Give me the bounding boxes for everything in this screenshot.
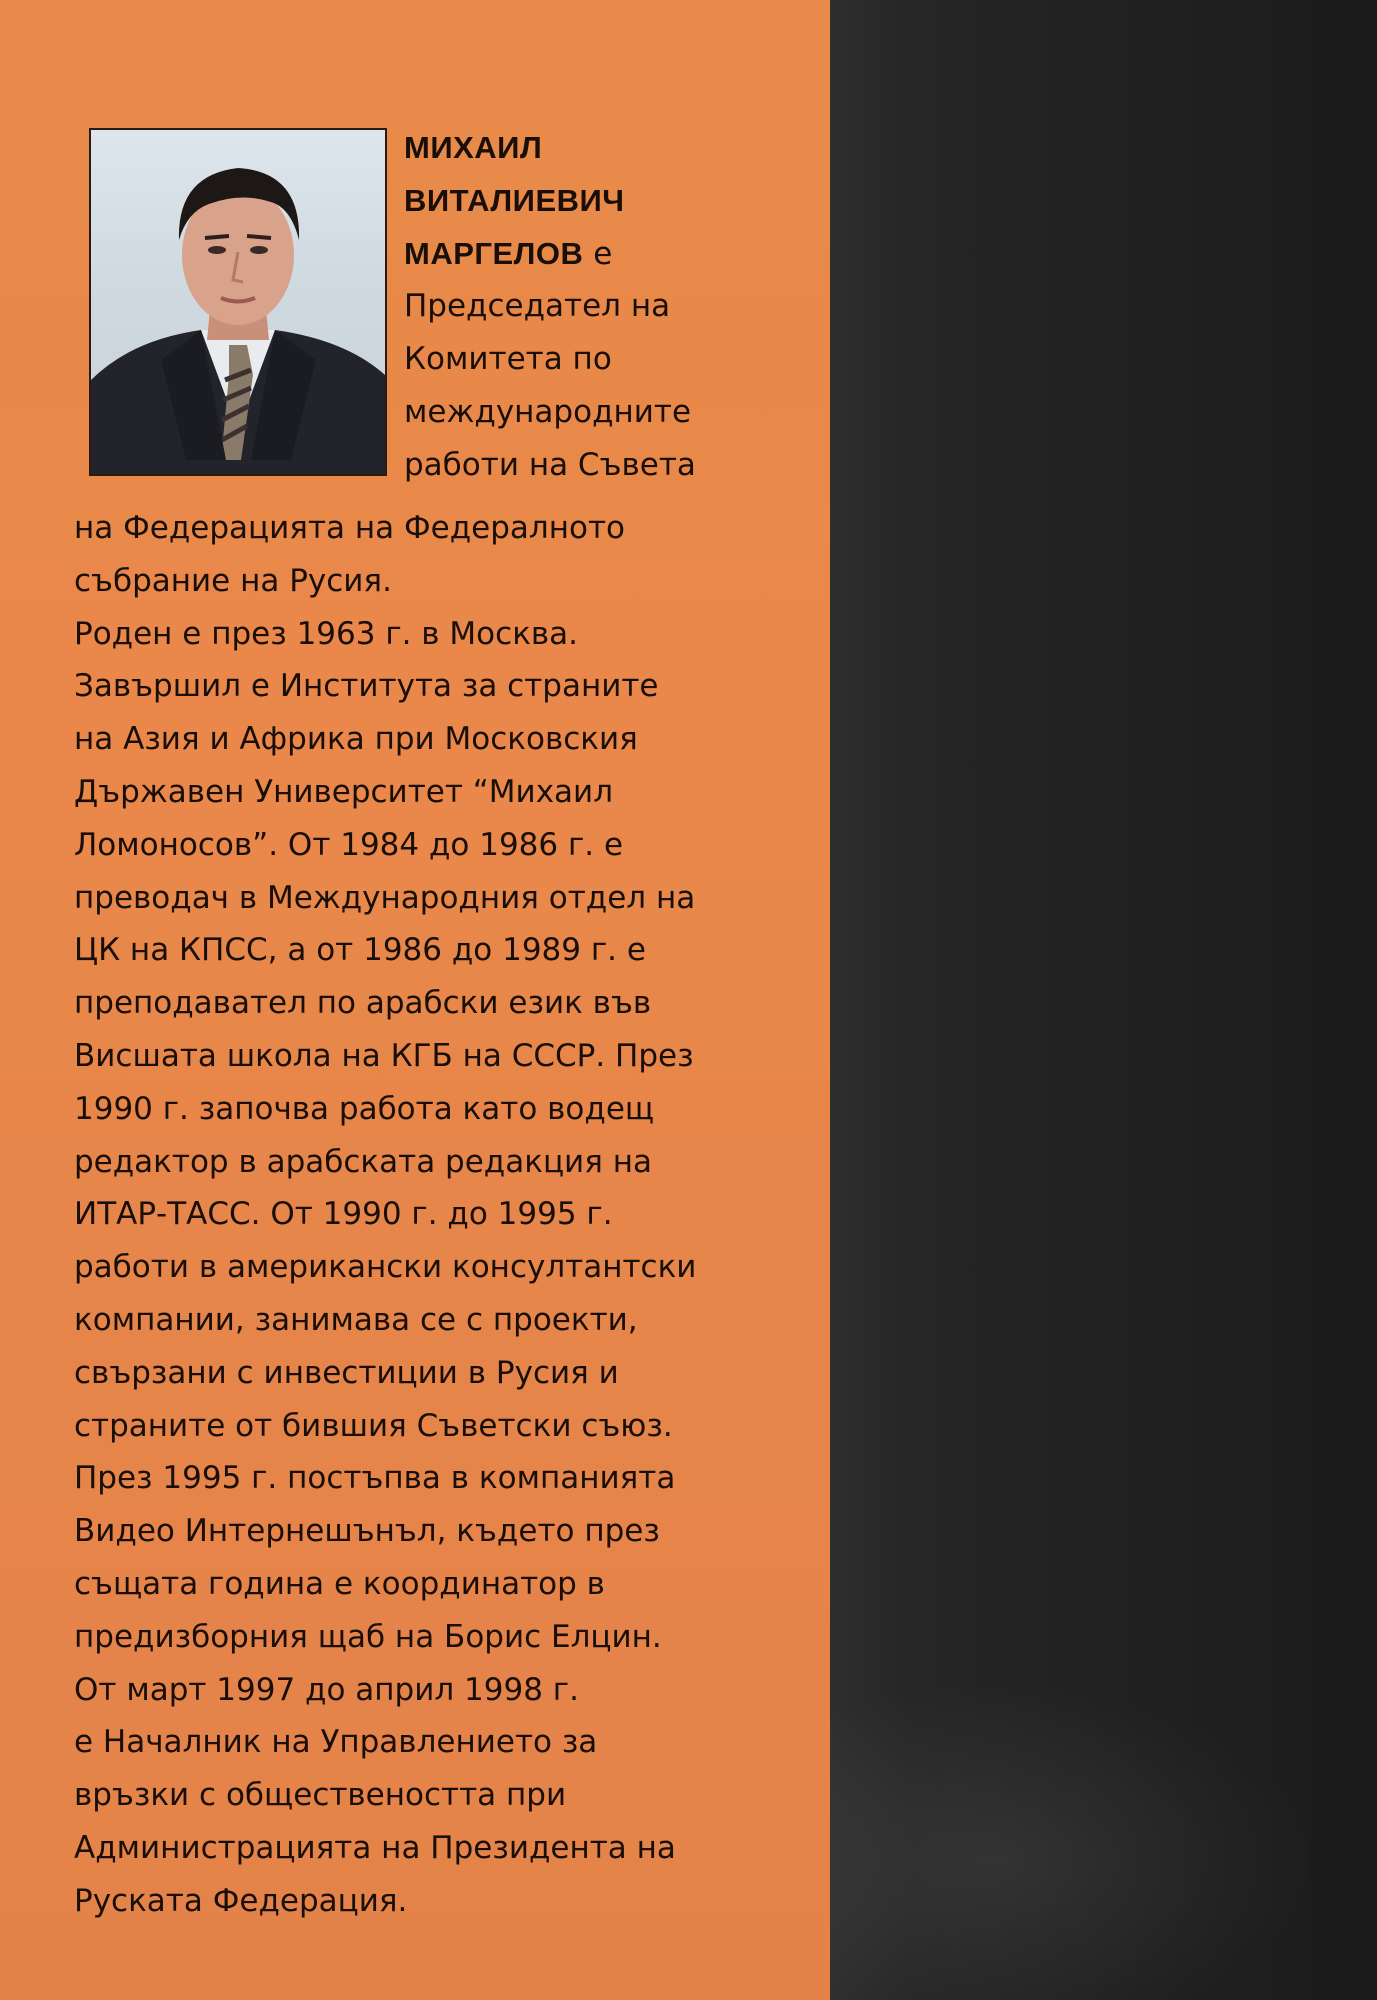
author-name-line-2: ВИТАЛИЕВИЧ [404,182,625,218]
bio-line: През 1995 г. постъпва в компанията [74,1460,676,1497]
bio-line: Администрацията на Президента на [74,1829,676,1866]
bio-line: Руската Федерация. [74,1882,408,1919]
bio-line: работи в американски консултантски [74,1249,697,1286]
photo-spacer [74,122,404,502]
bio-line: същата година е координатор в [74,1565,605,1602]
bio-line: ЦК на КПСС, а от 1986 до 1989 г. е [74,932,646,969]
bio-line: ИТАР-ТАСС. От 1990 г. до 1995 г. [74,1196,613,1233]
bio-line: Председател на [404,288,671,325]
bio-line: свързани с инвестиции в Русия и [74,1354,619,1391]
bio-line: Ломоносов”. От 1984 до 1986 г. е [74,826,624,863]
author-name-line-1: МИХАИЛ [404,130,543,165]
bio-line: преводач в Международния отдел на [74,879,696,916]
bio-line: страните от бившия Съветски съюз. [74,1407,673,1444]
bio-line: работи на Съвета [404,446,696,483]
bio-line: редактор в арабската редакция на [74,1143,652,1180]
bio-line: на Азия и Африка при Московския [74,721,638,758]
bio-line: Роден е през 1963 г. в Москва. [74,615,579,652]
bio-line: предизборния щаб на Борис Елцин. [74,1618,662,1655]
author-bio [74,122,804,1928]
bio-line: Държавен Университет “Михаил [74,773,614,810]
bio-line: Видео Интернешънъл, където през [74,1513,660,1550]
cover-gloss [830,1650,1377,2000]
bio-line: Висшата школа на КГБ на СССР. През [74,1037,694,1074]
bio-line: на Федерацията на Федералното [74,510,625,546]
bio-line: 1990 г. започва работа като водещ [74,1090,655,1127]
bio-line: Комитета по [404,341,612,378]
bio-line: Завършил е Института за страните [74,668,659,705]
bio-line: компании, занимава се с проекти, [74,1301,638,1338]
bio-line: От март 1997 до април 1998 г. [74,1671,579,1708]
bio-line: международните [404,393,692,430]
bio-text: е [583,235,613,272]
bio-line: преподавател по арабски език във [74,985,652,1022]
bio-line: връзки с обществеността при [74,1777,567,1814]
bio-line: събрание на Русия. [74,562,392,599]
author-name-line-3: МАРГЕЛОВ [404,235,584,271]
bio-line: е Началник на Управлението за [74,1724,598,1761]
